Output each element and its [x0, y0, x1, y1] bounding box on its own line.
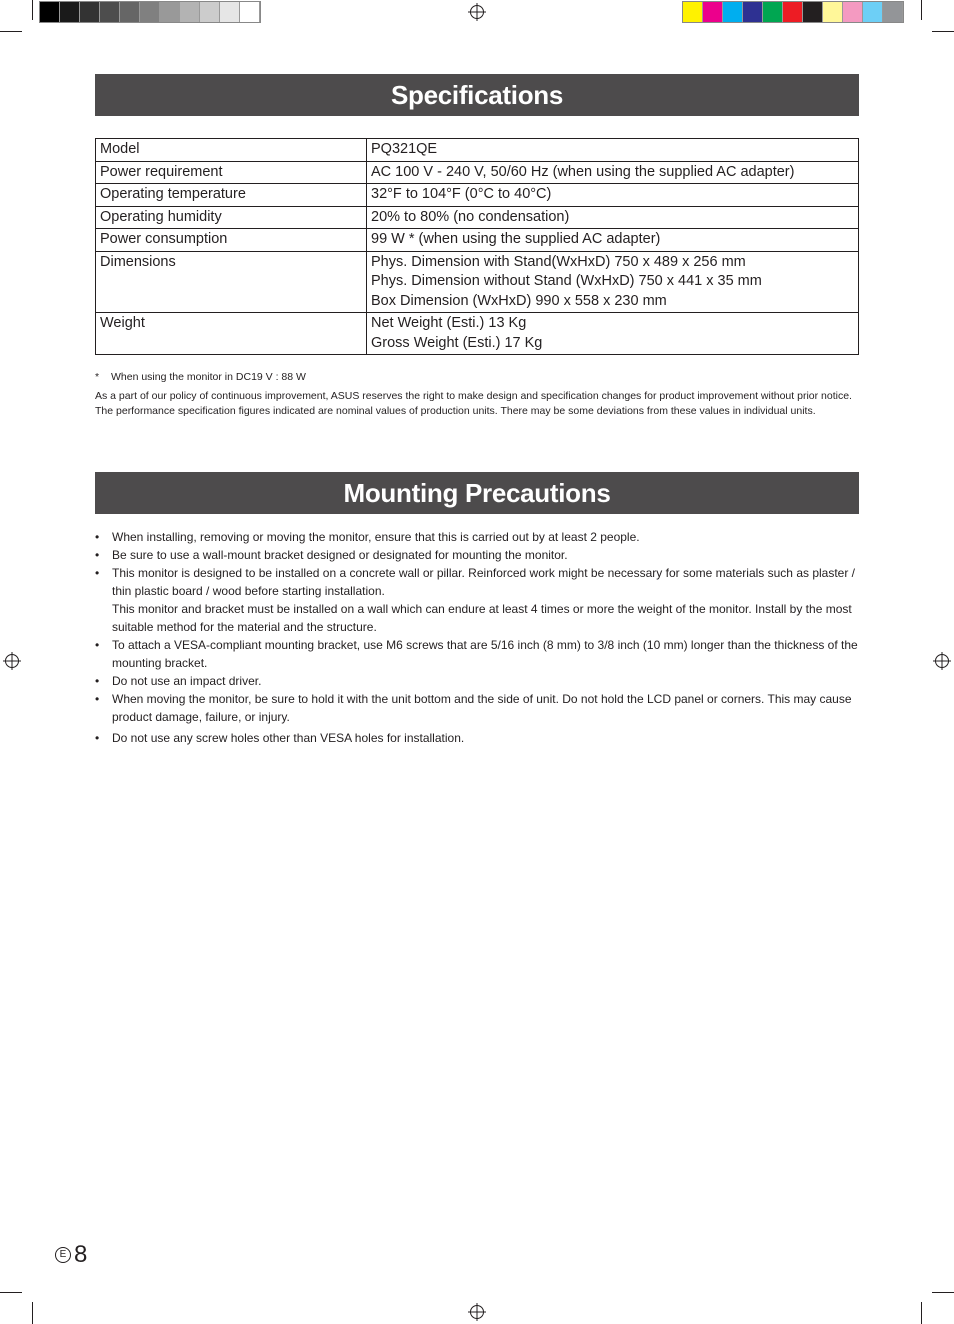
spec-value — [367, 184, 859, 207]
precaution-text: Do not use any screw holes other than VESA holes for installation. — [112, 731, 465, 745]
list-item — [95, 690, 859, 726]
mounting-precautions-list — [95, 528, 859, 747]
spec-label: Power requirement — [96, 161, 367, 184]
spec-value-line: Gross Weight (Esti.) 17 Kg — [371, 334, 543, 351]
list-item — [95, 528, 859, 546]
color-swatch — [703, 2, 723, 22]
list-item — [95, 564, 859, 636]
color-swatch — [843, 2, 863, 22]
color-swatch — [743, 2, 763, 22]
spec-value — [367, 229, 859, 252]
table-row — [96, 313, 859, 355]
mounting-precautions-heading: Mounting Precautions — [95, 472, 859, 514]
gray-swatch — [240, 2, 260, 22]
crop-mark-top-left-h — [0, 31, 22, 32]
gray-swatch — [160, 2, 180, 22]
spec-value — [367, 313, 859, 355]
table-row — [96, 139, 859, 162]
spec-value-line: AC 100 V - 240 V, 50/60 Hz (when using the supplied AC adapter) — [371, 163, 795, 180]
crop-mark-top-right-h — [932, 31, 954, 32]
spec-value-line: Phys. Dimension with Stand(WxHxD) 750 x 489 x 256 mm — [371, 253, 746, 270]
precaution-text-continued: This monitor and bracket must be installed on a wall which can endure at least 4 times or more the weight of the monitor. Install by the most suitable method for the material and the structure. — [112, 602, 852, 634]
spec-value-line: PQ321QE — [371, 141, 438, 157]
color-swatch — [883, 2, 903, 22]
crop-mark-top-right-v — [921, 0, 922, 20]
bullet: • — [95, 548, 100, 562]
list-item — [95, 636, 859, 672]
list-item — [95, 672, 859, 690]
bullet: • — [95, 566, 100, 580]
spec-label: Operating temperature — [96, 184, 367, 207]
crop-mark-bottom-left-h — [0, 1292, 22, 1293]
spec-value-line: Phys. Dimension without Stand (WxHxD) 750 x 441 x 35 mm — [371, 273, 762, 289]
registration-mark-left-icon — [5, 654, 19, 668]
improvement-policy-note: As a part of our policy of continuous improvement, ASUS reserves the right to make design and specification changes for product improvement without prior notice. The performance specification figures indicated are nominal values of production units. There may be some deviations from these values in individual units. — [95, 390, 852, 417]
color-swatch — [683, 2, 703, 22]
gray-swatch — [100, 2, 120, 22]
list-item — [95, 546, 859, 564]
spec-value-line: Box Dimension (WxHxD) 990 x 558 x 230 mm — [371, 292, 667, 309]
bullet: • — [95, 674, 100, 688]
footnote-marker: * — [95, 371, 100, 383]
precaution-text: When installing, removing or moving the monitor, ensure that this is carried out by at least 2 people. — [112, 530, 640, 544]
registration-mark-bottom-icon — [470, 1305, 484, 1319]
registration-mark-right-icon — [935, 654, 949, 668]
bullet: • — [95, 692, 100, 706]
precaution-text: This monitor is designed to be installed on a concrete wall or pillar. Reinforced work might be necessary for some materials such as plaster / thin plastic board / wood before starting installation. — [112, 566, 856, 598]
bullet: • — [95, 731, 100, 745]
specifications-heading: Specifications — [95, 74, 859, 116]
gray-swatch — [40, 2, 60, 22]
page-number-value: 8 — [74, 1241, 88, 1268]
page-number — [55, 1241, 87, 1269]
table-row — [96, 251, 859, 313]
crop-mark-bottom-right-h — [932, 1292, 954, 1293]
color-swatch — [723, 2, 743, 22]
spec-value-line: 99 W * (when using the supplied AC adapter) — [371, 231, 661, 247]
gray-color-bar — [39, 1, 261, 23]
precaution-text: Do not use an impact driver. — [112, 674, 262, 688]
spec-label: Dimensions — [96, 251, 367, 313]
gray-swatch — [200, 2, 220, 22]
specifications-footnote — [95, 371, 306, 383]
gray-swatch — [80, 2, 100, 22]
crop-mark-top-left-v — [32, 0, 33, 20]
bullet: • — [95, 530, 100, 544]
precaution-text: To attach a VESA-compliant mounting bracket, use M6 screws that are 5/16 inch (8 mm) to 3/8 inch (10 mm) longer than the thickness of the mounting bracket. — [112, 638, 858, 670]
spec-label: Model — [96, 139, 367, 162]
color-swatch — [823, 2, 843, 22]
spec-value-line: 32°F to 104°F (0°C to 40°C) — [371, 186, 552, 202]
precaution-text: When moving the monitor, be sure to hold it with the unit bottom and the side of unit. Do not hold the LCD panel or corners. This may cause product damage, failure, or injury. — [112, 692, 852, 724]
gray-swatch — [60, 2, 80, 22]
gray-swatch — [140, 2, 160, 22]
color-swatch — [763, 2, 783, 22]
language-badge: E — [55, 1247, 71, 1263]
table-row — [96, 206, 859, 229]
precaution-text: Be sure to use a wall-mount bracket designed or designated for mounting the monitor. — [112, 548, 568, 562]
color-swatch — [863, 2, 883, 22]
spec-value — [367, 161, 859, 184]
spec-value-line: 20% to 80% (no condensation) — [371, 208, 570, 225]
table-row — [96, 229, 859, 252]
spec-label: Power consumption — [96, 229, 367, 252]
gray-swatch — [120, 2, 140, 22]
bullet: • — [95, 638, 100, 652]
gray-swatch — [180, 2, 200, 22]
table-row — [96, 184, 859, 207]
spec-value-line: Net Weight (Esti.) 13 Kg — [371, 315, 527, 331]
spec-label: Weight — [96, 313, 367, 355]
color-swatch — [803, 2, 823, 22]
process-color-bar — [682, 1, 904, 23]
registration-mark-top-icon — [470, 5, 484, 19]
gray-swatch — [220, 2, 240, 22]
table-row — [96, 161, 859, 184]
color-swatch — [783, 2, 803, 22]
spec-label: Operating humidity — [96, 206, 367, 229]
spec-value — [367, 206, 859, 229]
crop-mark-bottom-left-v — [32, 1302, 33, 1324]
list-item — [95, 729, 859, 747]
spec-value — [367, 251, 859, 313]
crop-mark-bottom-right-v — [921, 1302, 922, 1324]
specifications-table — [95, 138, 859, 355]
footnote-text: When using the monitor in DC19 V : 88 W — [111, 371, 306, 383]
spec-value — [367, 139, 859, 162]
